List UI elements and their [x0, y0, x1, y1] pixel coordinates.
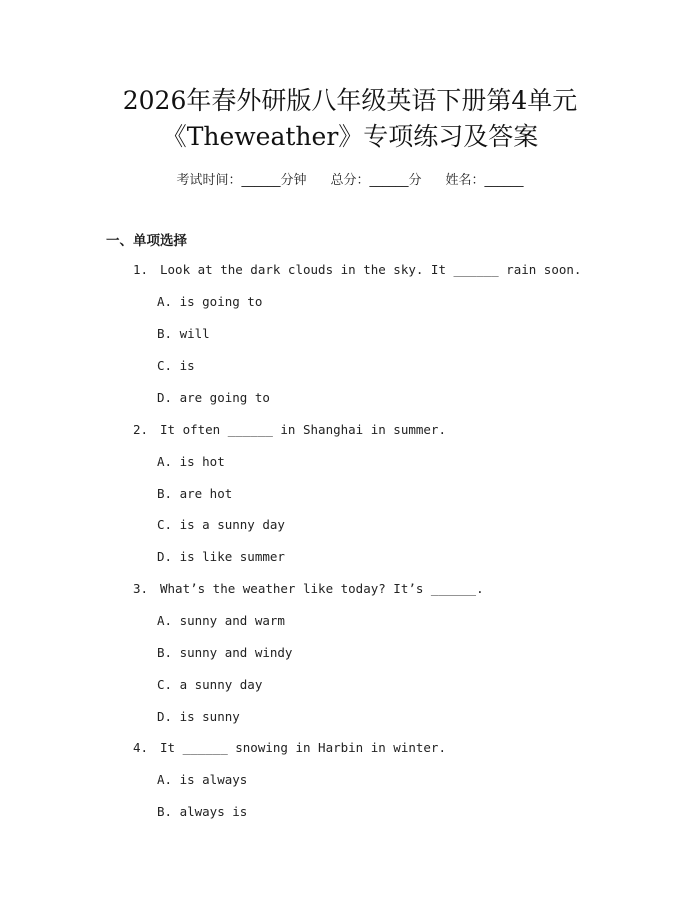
question-3 — [133, 581, 484, 596]
exam-info — [0, 169, 700, 188]
exam-score: 总分：______分 — [330, 173, 422, 188]
question-text: Look at the dark clouds in the sky. It ______ rain soon. — [160, 262, 582, 277]
question-2 — [133, 422, 446, 437]
option-1a: A. is going to — [157, 294, 263, 309]
question-text: It ______ snowing in Harbin in winter. — [160, 740, 446, 755]
option-2c: C. is a sunny day — [157, 517, 285, 532]
option-2b: B. are hot — [157, 486, 233, 501]
question-number: 3. — [133, 581, 149, 596]
question-4 — [133, 740, 446, 755]
option-1c: C. is — [157, 358, 195, 373]
option-2a: A. is hot — [157, 454, 225, 469]
option-4a: A. is always — [157, 772, 248, 787]
option-3c: C. a sunny day — [157, 677, 263, 692]
option-2d: D. is like summer — [157, 549, 285, 564]
exam-time: 考试时间：______分钟 — [176, 173, 307, 188]
section-heading: 一、单项选择 — [106, 233, 187, 249]
question-1 — [133, 262, 581, 277]
option-1d: D. are going to — [157, 390, 270, 405]
option-1b: B. will — [157, 326, 210, 341]
question-number: 2. — [133, 422, 149, 437]
exam-name: 姓名：______ — [445, 173, 524, 188]
question-text: What’s the weather like today? It’s ______. — [160, 581, 484, 596]
question-number: 1. — [133, 262, 149, 277]
option-4b: B. always is — [157, 804, 248, 819]
question-text: It often ______ in Shanghai in summer. — [160, 422, 446, 437]
question-number: 4. — [133, 740, 149, 755]
page-title-line2: 《Theweather》专项练习及答案 — [161, 122, 539, 151]
option-3a: A. sunny and warm — [157, 613, 285, 628]
option-3d: D. is sunny — [157, 709, 240, 724]
page-title-line1: 2026年春外研版八年级英语下册第4单元 — [122, 86, 578, 115]
option-3b: B. sunny and windy — [157, 645, 293, 660]
